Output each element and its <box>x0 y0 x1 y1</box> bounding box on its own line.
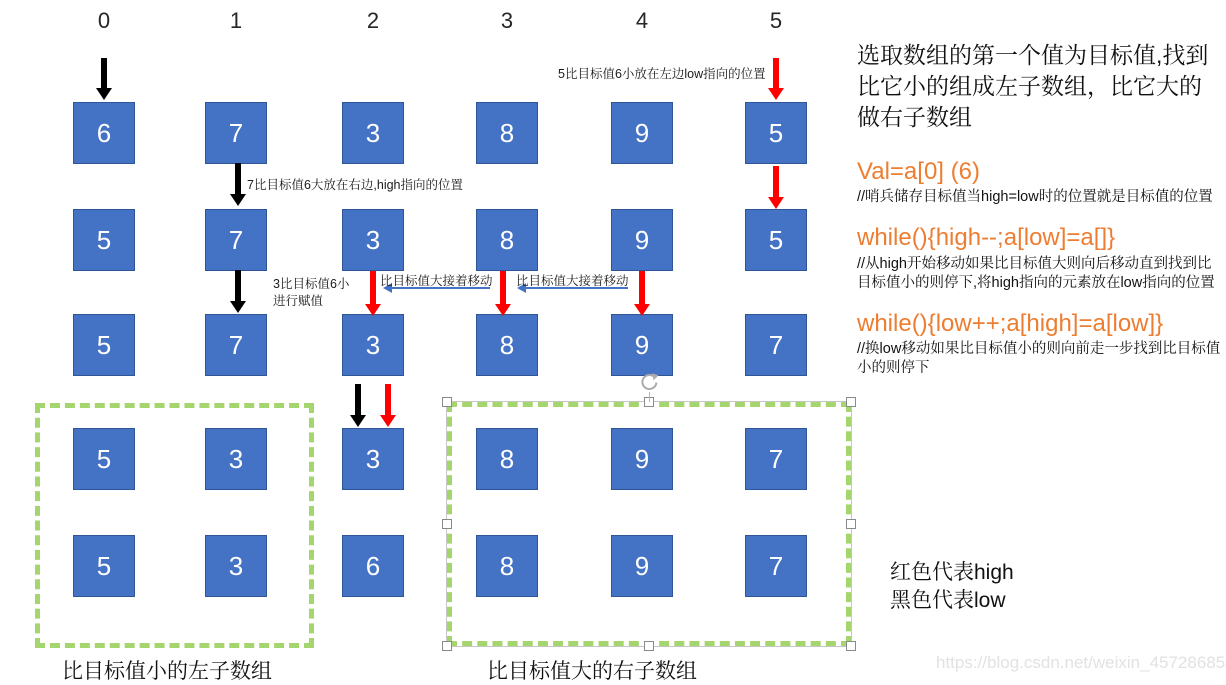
col-index-2: 2 <box>366 8 380 33</box>
high-pointer-arrow <box>768 166 784 209</box>
code-val-assignment: Val=a[0] (6) <box>857 158 980 185</box>
legend-red-high: 红色代表high <box>890 561 1014 584</box>
left-subarray-box <box>35 403 314 648</box>
resize-handle-sw[interactable] <box>442 641 452 651</box>
col-index-0: 0 <box>97 8 111 33</box>
comment-low-move: //换low移动如果比目标值小的则向前走一步找到比目标值小的则停下 <box>857 341 1221 376</box>
array-cell-r1-c3: 8 <box>476 209 538 271</box>
high-pointer-arrow <box>380 384 396 427</box>
col-index-4: 4 <box>635 8 649 33</box>
array-cell-r3-c4: 9 <box>611 428 673 490</box>
array-cell-r1-c5: 5 <box>745 209 807 271</box>
array-cell-r2-c4: 9 <box>611 314 673 376</box>
annotation-3-smaller-line2: 进行赋值 <box>273 294 324 308</box>
array-cell-r4-c1: 3 <box>205 535 267 597</box>
array-cell-r4-c3: 8 <box>476 535 538 597</box>
array-cell-r3-c0: 5 <box>73 428 135 490</box>
array-cell-r2-c0: 5 <box>73 314 135 376</box>
array-cell-r3-c3: 8 <box>476 428 538 490</box>
rotate-handle-icon[interactable] <box>639 372 660 398</box>
legend-black-low: 黑色代表low <box>890 589 1006 612</box>
array-cell-r2-c3: 8 <box>476 314 538 376</box>
array-cell-r3-c2: 3 <box>342 428 404 490</box>
high-pointer-arrow <box>365 271 381 316</box>
comment-high-move: //从high开始移动如果比目标值大则向后移动直到找到比目标值小的则停下,将high指向的元素放在low指向的位置 <box>857 256 1215 291</box>
array-cell-r1-c0: 5 <box>73 209 135 271</box>
array-cell-r2-c2: 3 <box>342 314 404 376</box>
array-cell-r4-c4: 9 <box>611 535 673 597</box>
low-pointer-arrow <box>230 270 246 313</box>
array-cell-r4-c5: 7 <box>745 535 807 597</box>
array-cell-r0-c2: 3 <box>342 102 404 164</box>
annotation-7-bigger-high: 7比目标值6大放在右边,high指向的位置 <box>247 178 464 192</box>
array-cell-r1-c1: 7 <box>205 209 267 271</box>
array-cell-r0-c1: 7 <box>205 102 267 164</box>
array-cell-r2-c1: 7 <box>205 314 267 376</box>
array-cell-r0-c0: 6 <box>73 102 135 164</box>
col-index-5: 5 <box>769 8 783 33</box>
low-pointer-arrow <box>350 384 366 427</box>
annotation-keep-moving-1: 比目标值大接着移动 <box>380 274 493 288</box>
array-cell-r0-c3: 8 <box>476 102 538 164</box>
annotation-5-smaller-low: 5比目标值6小放在左边low指向的位置 <box>558 67 766 81</box>
resize-handle-se[interactable] <box>846 641 856 651</box>
annotation-keep-moving-2: 比目标值大接着移动 <box>516 274 629 288</box>
col-index-1: 1 <box>229 8 243 33</box>
annotation-3-smaller <box>273 276 349 310</box>
resize-handle-e[interactable] <box>846 519 856 529</box>
array-cell-r4-c2: 6 <box>342 535 404 597</box>
array-cell-r4-c0: 5 <box>73 535 135 597</box>
low-pointer-arrow <box>230 163 246 206</box>
high-pointer-arrow <box>768 58 784 100</box>
resize-handle-w[interactable] <box>442 519 452 529</box>
resize-handle-ne[interactable] <box>846 397 856 407</box>
low-pointer-arrow <box>96 58 112 100</box>
annotation-3-smaller-line1: 3比目标值6小 <box>273 277 350 291</box>
comment-sentinel: //哨兵储存目标值当high=low时的位置就是目标值的位置 <box>857 189 1213 205</box>
array-cell-r3-c1: 3 <box>205 428 267 490</box>
high-pointer-arrow <box>634 271 650 316</box>
array-cell-r1-c4: 9 <box>611 209 673 271</box>
array-cell-r1-c2: 3 <box>342 209 404 271</box>
csdn-watermark: https://blog.csdn.net/weixin_45728685 <box>936 653 1226 672</box>
array-cell-r2-c5: 7 <box>745 314 807 376</box>
array-cell-r3-c5: 7 <box>745 428 807 490</box>
left-subarray-label: 比目标值小的左子数组 <box>62 660 272 683</box>
resize-handle-s[interactable] <box>644 641 654 651</box>
code-while-high: while(){high--;a[low]=a[]} <box>857 224 1116 251</box>
code-while-low: while(){low++;a[high]=a[low]} <box>857 310 1164 337</box>
array-cell-r0-c4: 9 <box>611 102 673 164</box>
high-pointer-arrow <box>495 271 511 316</box>
intro-paragraph: 选取数组的第一个值为目标值,找到比它小的组成左子数组，比它大的做右子数组 <box>857 42 1209 130</box>
array-cell-r0-c5: 5 <box>745 102 807 164</box>
right-subarray-box-selected[interactable] <box>447 402 851 646</box>
col-index-3: 3 <box>500 8 514 33</box>
resize-handle-nw[interactable] <box>442 397 452 407</box>
right-subarray-label: 比目标值大的右子数组 <box>487 660 697 683</box>
